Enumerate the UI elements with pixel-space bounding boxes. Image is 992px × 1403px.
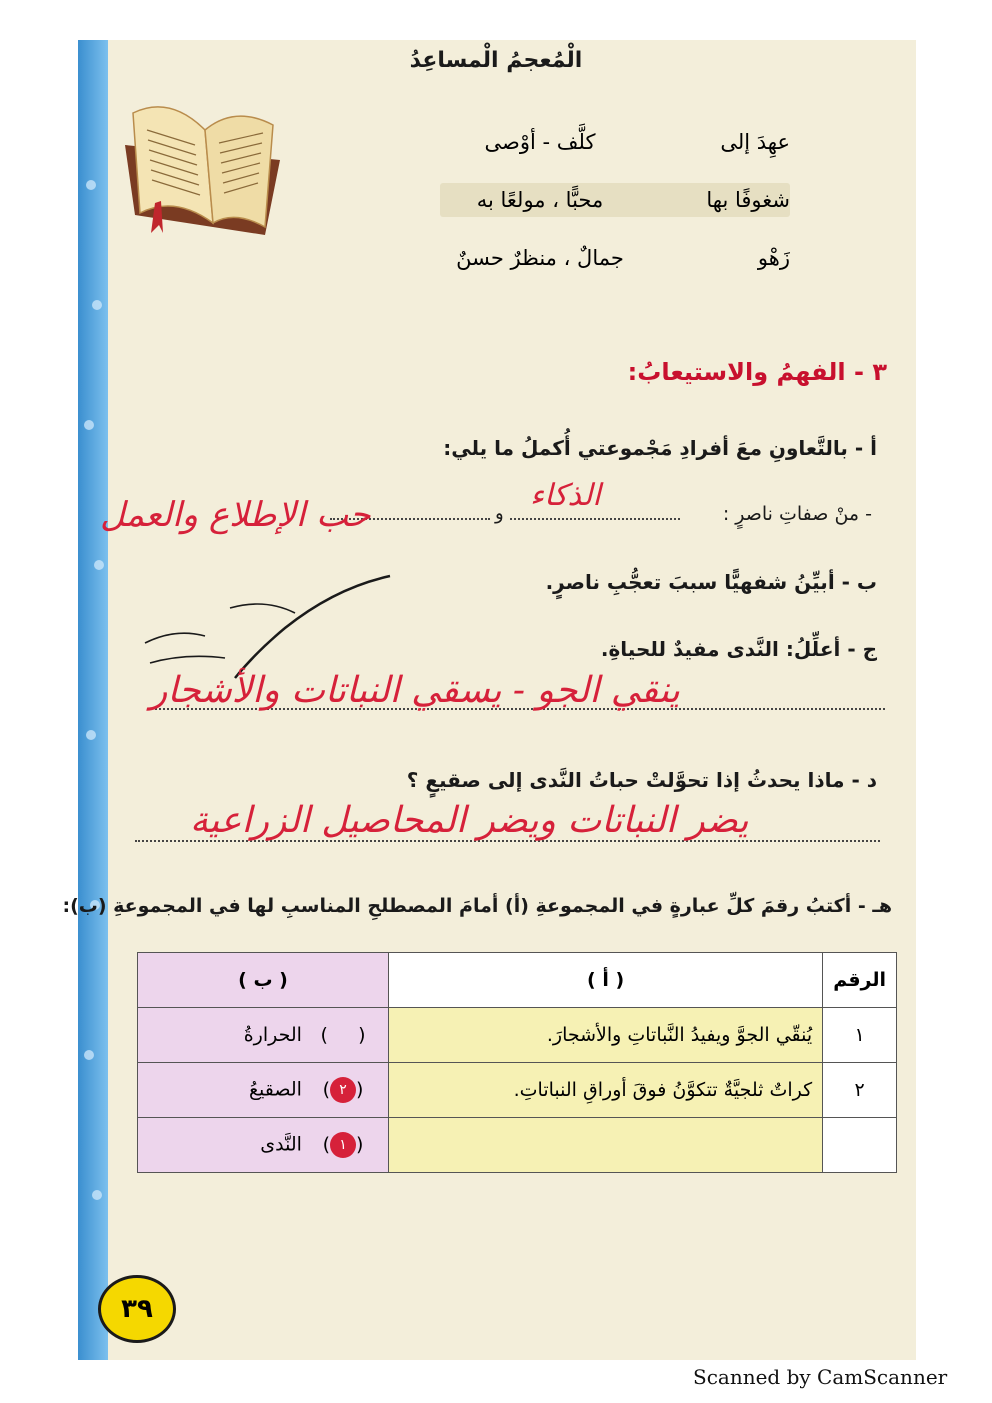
- question-a-and: و: [495, 503, 504, 524]
- row-number: [823, 1118, 897, 1173]
- answer-slot[interactable]: ( ): [320, 1024, 366, 1046]
- row-number: ١: [823, 1008, 897, 1063]
- dictionary-table: [440, 125, 790, 299]
- term: الصقيعُ: [248, 1078, 302, 1101]
- group-b-cell: [138, 1063, 389, 1118]
- circled-answer: ١: [330, 1132, 356, 1158]
- table-row: [138, 1008, 897, 1063]
- table-row: [138, 1063, 897, 1118]
- header-number: الرقم: [823, 953, 897, 1008]
- page-number: ٣٩: [98, 1275, 176, 1343]
- matching-table: [137, 952, 897, 1173]
- section-heading: [0, 358, 887, 386]
- dictionary-meaning: محبًّا ، مولعًا به: [476, 188, 604, 212]
- decorative-side-strip: [78, 40, 108, 1360]
- term: النَّدى: [260, 1133, 302, 1156]
- table-header-row: [138, 953, 897, 1008]
- table-row: [138, 1118, 897, 1173]
- header-a: ( أ ): [389, 953, 823, 1008]
- group-b-cell: [138, 1118, 389, 1173]
- dictionary-meaning: كلَّف - أوْصى: [484, 130, 596, 154]
- question-a-line: - منْ صفاتِ ناصرٍ :: [722, 503, 872, 525]
- row-number: ٢: [823, 1063, 897, 1118]
- handwritten-answer: ينقي الجو - يسقي النباتات والأشجار: [150, 670, 680, 711]
- question-d: د - ماذا يحدثُ إذا تحوَّلتْ حباتُ النَّدى إلى صقيعٍ ؟: [406, 768, 877, 792]
- dictionary-meaning: جمالٌ ، منظرٌ حسنٌ: [456, 246, 624, 270]
- question-c: ج - أعلِّلُ: النَّدى مفيدٌ للحياةِ.: [600, 637, 877, 661]
- dictionary-row: [440, 241, 790, 275]
- section-title: - الفهمُ والاستيعابُ:: [627, 358, 864, 386]
- section-number: ٣: [872, 358, 887, 386]
- open-book-icon: [115, 85, 285, 235]
- scanner-footer: Scanned by CamScanner: [693, 1365, 948, 1389]
- dictionary-word: شغوفًا بها: [706, 188, 790, 212]
- handwritten-answer: يضر النباتات ويضر المحاصيل الزراعية: [190, 800, 749, 841]
- header-b: ( ب ): [138, 953, 389, 1008]
- group-a-cell: [389, 1118, 823, 1173]
- circled-answer: ٢: [330, 1077, 356, 1103]
- dictionary-row: [440, 125, 790, 159]
- handwritten-answer: حب الإطلاع والعمل: [100, 495, 371, 535]
- dictionary-word: زَهْو: [757, 246, 790, 270]
- question-a: أ - بالتَّعاونِ معَ أفرادِ مَجْموعتي أُكملُ ما يلي:: [443, 436, 877, 460]
- question-e: هـ - أكتبُ رقمَ كلِّ عبارةٍ في المجموعةِ (أ) أمامَ المصطلحِ المناسبِ لها في المجموعةِ (ب):: [62, 895, 892, 917]
- question-b: ب - أبيِّنُ شفهيًّا سببَ تعجُّبِ ناصرٍ.: [545, 570, 877, 594]
- answer-slot[interactable]: (٢): [308, 1077, 378, 1103]
- handwritten-answer: الذكاء: [530, 478, 601, 513]
- group-a-cell: كراتٌ ثلجيَّةٌ تتكوَّنُ فوقَ أوراقِ النباتاتِ.: [389, 1063, 823, 1118]
- answer-line: [510, 518, 680, 520]
- term: الحرارةُ: [243, 1024, 302, 1046]
- group-b-cell: [138, 1008, 389, 1063]
- dictionary-row: [440, 183, 790, 217]
- group-a-cell: يُنقّي الجوَّ ويفيدُ النَّباتاتِ والأشجارَ.: [389, 1008, 823, 1063]
- dictionary-title: الْمُعجمُ الْمساعِدُ: [409, 48, 583, 73]
- dictionary-word: عهِدَ إلى: [720, 130, 790, 154]
- answer-slot[interactable]: (١): [308, 1132, 378, 1158]
